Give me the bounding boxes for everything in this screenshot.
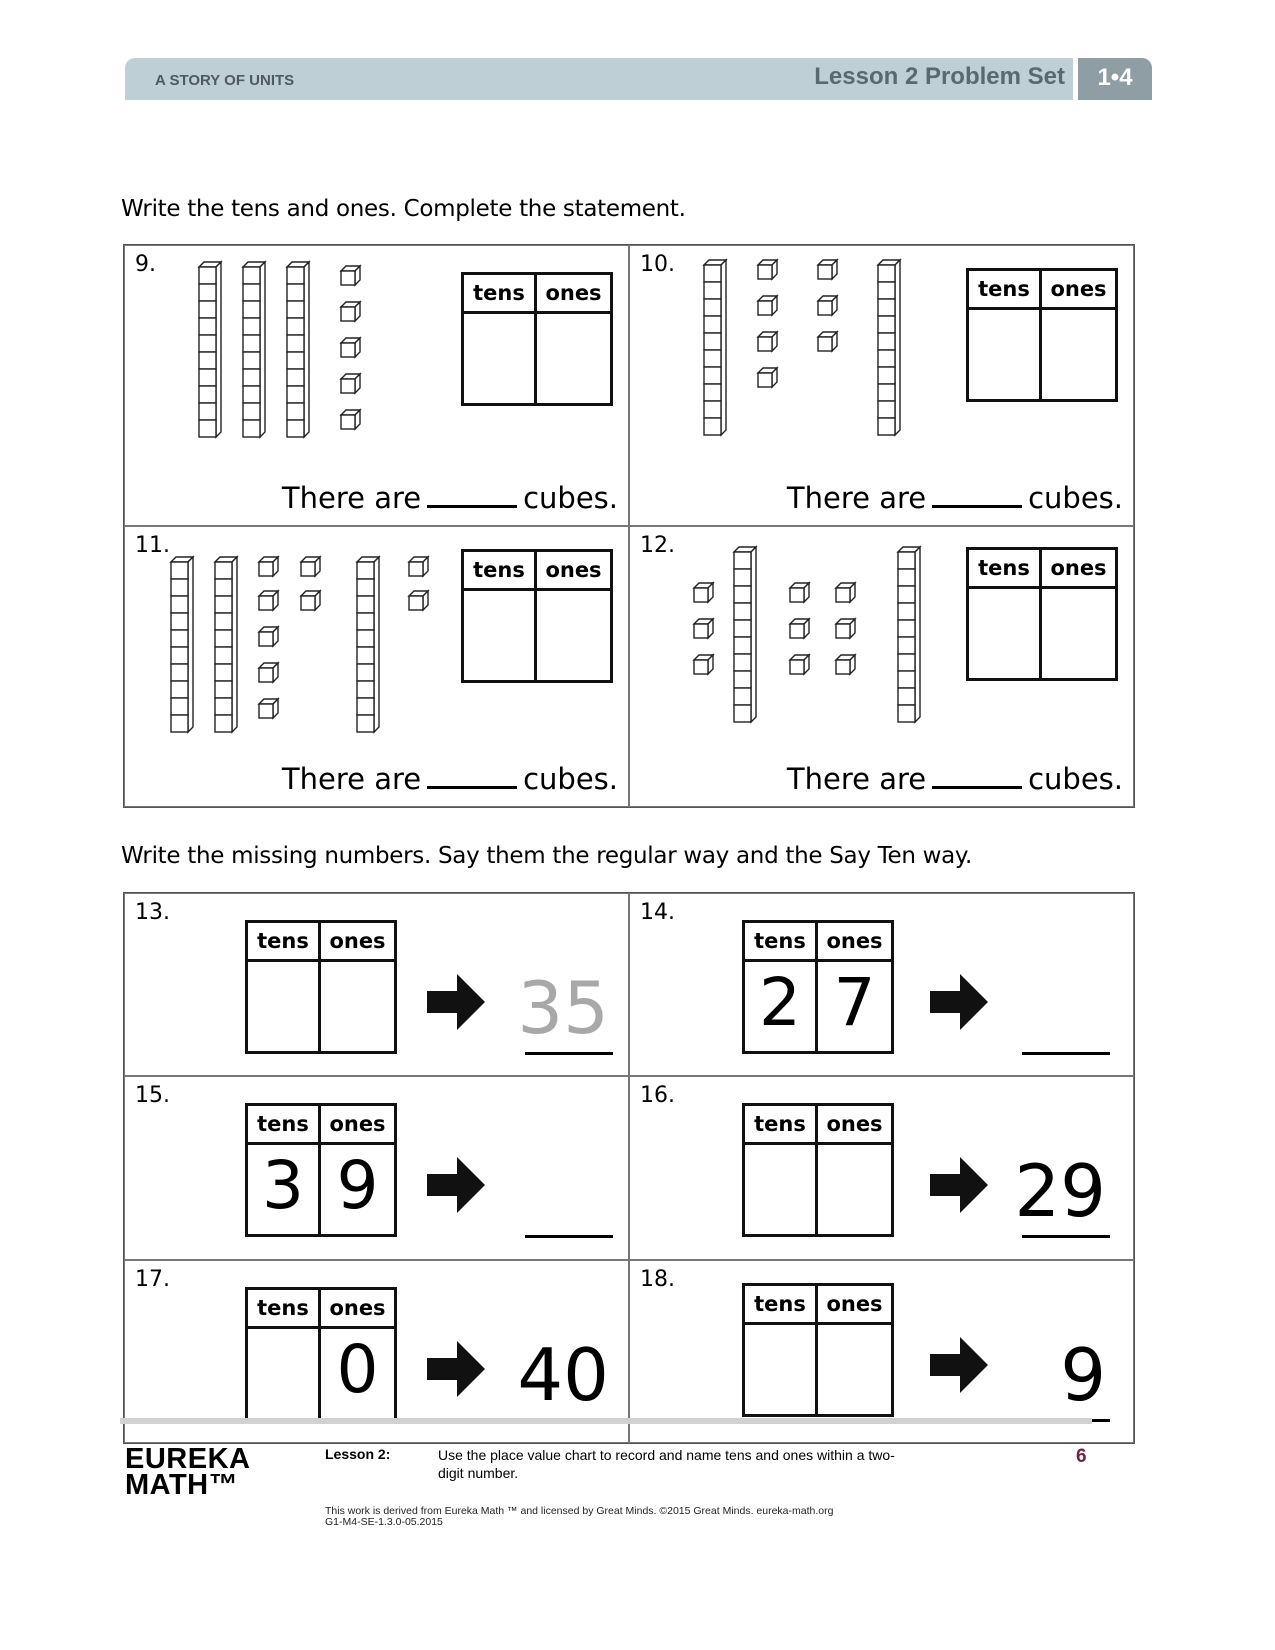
section2-instruction: Write the missing numbers. Say them the regular way and the Say Ten way. [121, 843, 972, 869]
grade-module-badge: 1•4 [1078, 58, 1152, 100]
ones-cube [259, 591, 278, 610]
tens-rod [215, 557, 237, 732]
statement-before: There are [281, 481, 422, 515]
statement [787, 762, 1123, 796]
answer-line[interactable] [525, 1052, 613, 1055]
section1-instruction: Write the tens and ones. Complete the statement. [121, 196, 686, 222]
problem-17 [124, 1260, 629, 1443]
problem-13 [124, 893, 629, 1076]
ones-cube [341, 410, 360, 429]
ones-cube [790, 619, 809, 638]
ones-box[interactable] [818, 959, 891, 1051]
place-value-chart [245, 1287, 397, 1421]
right-arrow-icon [930, 1157, 988, 1213]
ones-box[interactable] [1042, 307, 1115, 399]
right-arrow-icon [427, 1341, 485, 1397]
problem-number: 17. [135, 1266, 170, 1292]
answer-blank[interactable] [932, 483, 1022, 508]
tens-header: tens [969, 550, 1042, 589]
tens-header: tens [248, 1106, 321, 1145]
ones-cube [818, 296, 837, 315]
logo-line-2: MATH™ [125, 1469, 239, 1501]
answer-blank[interactable] [427, 483, 517, 508]
tens-header: tens [745, 1286, 818, 1325]
tens-box[interactable] [248, 1142, 321, 1234]
right-arrow-icon [930, 1337, 988, 1393]
tens-box[interactable] [248, 1326, 321, 1418]
ones-cube [341, 266, 360, 285]
place-value-chart [742, 1283, 894, 1417]
problem-9 [124, 245, 629, 526]
ones-cube [259, 699, 278, 718]
ones-cube [409, 591, 428, 610]
answer-number: 9 [1060, 1332, 1106, 1417]
ones-cube [259, 627, 278, 646]
document-code: G1-M4-SE-1.3.0-05.2015 [325, 1516, 443, 1528]
license-text [325, 1506, 833, 1528]
tens-header: tens [745, 1106, 818, 1145]
ones-cube [836, 619, 855, 638]
tens-header: tens [969, 271, 1042, 310]
place-value-chart [742, 1103, 894, 1237]
problem-18 [629, 1260, 1134, 1443]
ones-cube [790, 583, 809, 602]
ones-header: ones [321, 923, 394, 962]
ones-cube [694, 583, 713, 602]
ones-cube [301, 591, 320, 610]
tens-box[interactable] [969, 307, 1042, 399]
ones-cube [341, 302, 360, 321]
answer-line[interactable] [1022, 1052, 1110, 1055]
tens-rod [878, 260, 900, 435]
ones-header: ones [1042, 550, 1115, 589]
ones-box[interactable] [537, 588, 610, 680]
place-value-chart [966, 547, 1118, 681]
ones-cube [409, 557, 428, 576]
ones-cube [259, 663, 278, 682]
tens-rod [898, 547, 920, 722]
footer-lesson-label: Lesson 2: [325, 1446, 391, 1462]
tens-box[interactable] [248, 959, 321, 1051]
eureka-math-logo [125, 1443, 251, 1501]
tens-digit: 2 [759, 964, 801, 1041]
problem-number: 9. [135, 252, 156, 277]
ones-cube [694, 619, 713, 638]
ones-cube [758, 296, 777, 315]
lesson-title: Lesson 2 Problem Set [814, 63, 1065, 90]
tens-box[interactable] [745, 1142, 818, 1234]
tens-box[interactable] [969, 586, 1042, 678]
ones-cube [758, 332, 777, 351]
ones-box[interactable] [1042, 586, 1115, 678]
ones-cube [790, 655, 809, 674]
tens-header: tens [248, 1290, 321, 1329]
problem-number: 10. [640, 252, 675, 277]
series-title: A STORY OF UNITS [155, 72, 295, 89]
ones-cube [818, 260, 837, 279]
ones-cube [341, 374, 360, 393]
ones-header: ones [818, 1106, 891, 1145]
tens-box[interactable] [745, 959, 818, 1051]
problem-10 [629, 245, 1134, 526]
answer-number: 29 [1014, 1149, 1106, 1234]
tens-digit: 3 [262, 1147, 304, 1225]
statement [787, 481, 1123, 515]
problem-number: 12. [640, 533, 675, 558]
footer-description: Use the place value chart to record and name tens and ones within a two-digit number. [438, 1447, 895, 1481]
answer-line[interactable] [1022, 1235, 1110, 1238]
problem-number: 11. [135, 533, 170, 558]
problem-number: 13. [135, 900, 170, 925]
tens-rod [171, 557, 193, 732]
tens-box[interactable] [464, 588, 537, 680]
ones-cube [836, 655, 855, 674]
right-arrow-icon [930, 974, 988, 1030]
problem-number: 14. [640, 900, 675, 925]
problem-number: 15. [135, 1083, 170, 1109]
problem-grid-2 [123, 892, 1135, 1444]
ones-digit: 7 [833, 964, 876, 1041]
ones-digit: 0 [336, 1330, 379, 1408]
statement [282, 481, 618, 515]
problem-number: 18. [640, 1266, 675, 1292]
statement-after: cubes. [1028, 762, 1123, 796]
place-value-chart [742, 920, 894, 1054]
answer-number: 35 [517, 966, 609, 1050]
statement-before: There are [786, 762, 927, 796]
place-value-chart [245, 1103, 397, 1237]
ones-cube [301, 557, 320, 576]
ones-header: ones [321, 1106, 394, 1145]
answer-line[interactable] [525, 1235, 613, 1238]
problem-number: 16. [640, 1083, 675, 1109]
ones-header: ones [818, 1286, 891, 1325]
ones-box[interactable] [321, 1142, 394, 1234]
footer-rule [120, 1418, 1092, 1424]
problem-15 [124, 1076, 629, 1259]
tens-header: tens [464, 552, 537, 591]
tens-rod [357, 557, 379, 732]
problem-14 [629, 893, 1134, 1076]
ones-box[interactable] [818, 1142, 891, 1234]
statement-after: cubes. [523, 762, 618, 796]
ones-header: ones [537, 552, 610, 591]
place-value-chart [245, 920, 397, 1054]
tens-rod [199, 262, 221, 437]
tens-rod [734, 547, 756, 722]
ones-header: ones [1042, 271, 1115, 310]
statement-after: cubes. [523, 481, 618, 515]
place-value-chart [966, 268, 1118, 402]
ones-digit: 9 [336, 1147, 379, 1225]
right-arrow-icon [427, 1157, 485, 1213]
answer-blank[interactable] [932, 764, 1022, 789]
statement-before: There are [786, 481, 927, 515]
ones-cube [758, 260, 777, 279]
statement-before: There are [281, 762, 422, 796]
ones-cube [758, 368, 777, 387]
ones-cube [694, 655, 713, 674]
tens-header: tens [248, 923, 321, 962]
tens-header: tens [464, 275, 537, 314]
tens-box[interactable] [464, 311, 537, 403]
ones-cube [341, 338, 360, 357]
page-number: 6 [1076, 1446, 1087, 1467]
tens-rod [243, 262, 265, 437]
answer-blank[interactable] [427, 764, 517, 789]
ones-box[interactable] [321, 1326, 394, 1418]
ones-box[interactable] [818, 1322, 891, 1414]
ones-cube [836, 583, 855, 602]
tens-box[interactable] [745, 1322, 818, 1414]
place-value-chart [461, 549, 613, 683]
ones-box[interactable] [321, 959, 394, 1051]
tens-rod [287, 262, 309, 437]
problem-12 [629, 526, 1134, 807]
license-line: This work is derived from Eureka Math ™ and licensed by Great Minds. ©2015 Great Minds. eureka-math.org [325, 1505, 834, 1517]
tens-rod [704, 260, 726, 435]
ones-box[interactable] [537, 311, 610, 403]
problem-16 [629, 1076, 1134, 1259]
statement [282, 762, 618, 796]
tens-header: tens [745, 923, 818, 962]
right-arrow-icon [427, 974, 485, 1030]
ones-cube [259, 557, 278, 576]
logo-line-1: EUREKA [125, 1443, 251, 1475]
problem-11 [124, 526, 629, 807]
statement-after: cubes. [1028, 481, 1123, 515]
ones-header: ones [818, 923, 891, 962]
place-value-chart [461, 272, 613, 406]
ones-cube [818, 332, 837, 351]
problem-grid-1 [123, 244, 1135, 808]
answer-number: 40 [517, 1332, 609, 1417]
ones-header: ones [537, 275, 610, 314]
ones-header: ones [321, 1290, 394, 1329]
